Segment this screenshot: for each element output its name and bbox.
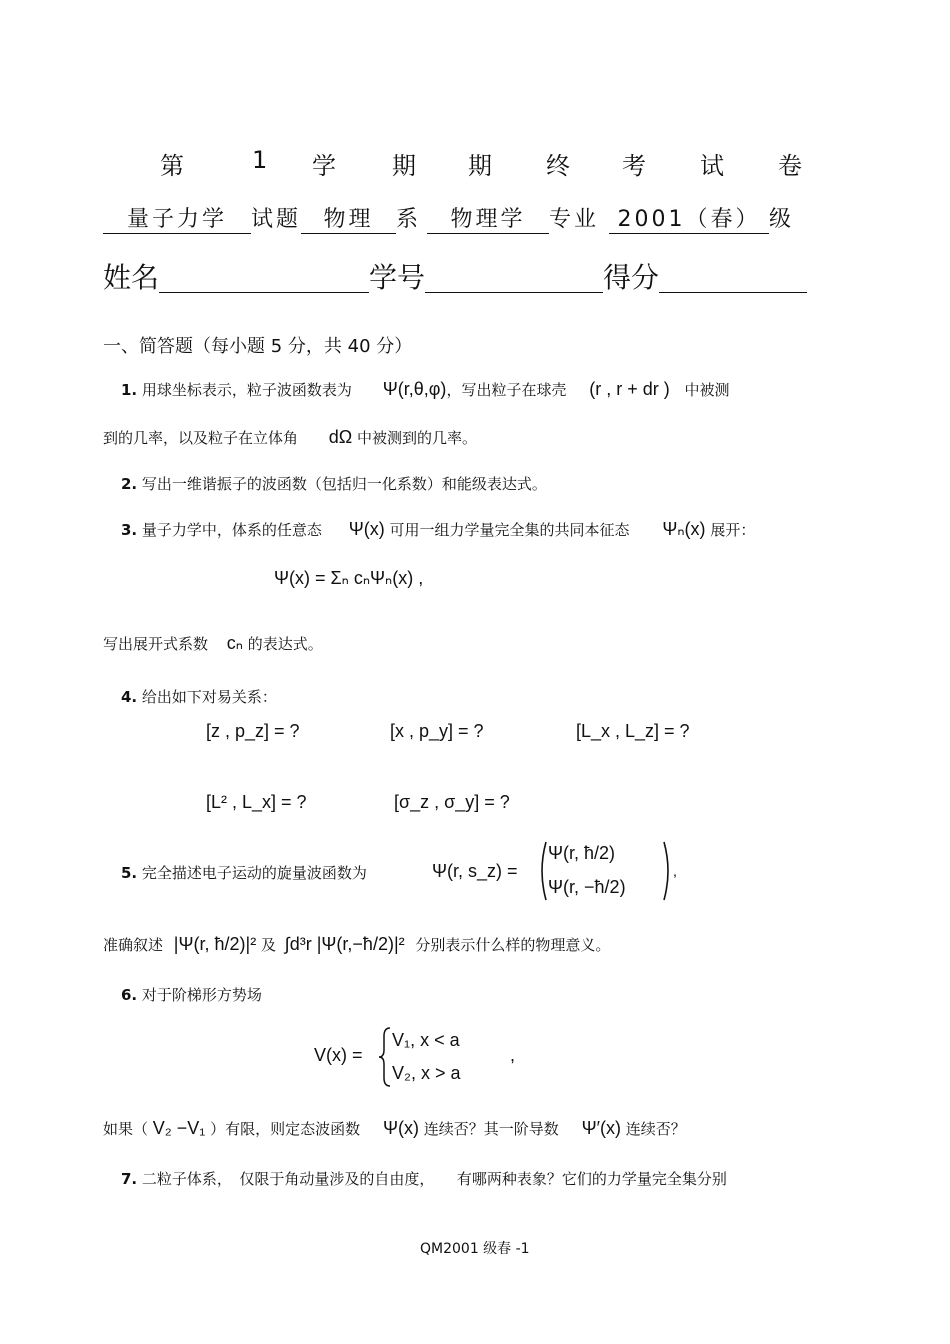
- department: 物理: [301, 202, 396, 234]
- right-paren: [662, 840, 682, 902]
- q7-text: 二粒子体系， 仅限于角动量涉及的自由度， 有哪两种表象？它们的力学量完全集分别: [141, 1170, 727, 1188]
- question-4: [121, 686, 277, 707]
- q5-text-d: 分别表示什么样的物理意义。: [415, 936, 611, 954]
- section-heading: 一、简答题（每小题 5 分，共 40 分）: [103, 336, 413, 357]
- q1-text: 用球坐标表示，粒子波函数表为: [141, 381, 352, 399]
- q3-number: 3.: [121, 521, 138, 539]
- q5-spinor-bottom: Ψ(r, −ħ/2): [548, 877, 626, 897]
- q6-case-2: V₂, x > a: [392, 1063, 461, 1083]
- title-char: 期: [468, 152, 492, 180]
- commutator-x-py: [x , p_y] = ?: [390, 721, 484, 741]
- year: 2001（春）: [609, 202, 769, 234]
- title-char: 期: [392, 152, 416, 180]
- question-1: [121, 379, 730, 400]
- left-paren: [536, 840, 548, 902]
- title-char: 第: [160, 152, 184, 180]
- q3-text-b: 可用一组力学量完全集的共同本征态: [389, 521, 630, 539]
- q6-number: 6.: [121, 986, 138, 1004]
- question-5: [121, 862, 367, 883]
- year-suffix: 级: [769, 207, 795, 232]
- q4-number: 4.: [121, 688, 138, 706]
- q1-number: 1.: [121, 381, 138, 399]
- title-char: 考: [622, 152, 646, 180]
- score-blank[interactable]: [659, 262, 807, 293]
- title-char: 学: [312, 152, 336, 180]
- question-3-cont: [103, 633, 323, 654]
- title-char: 卷: [778, 152, 802, 180]
- title-char: 1: [252, 146, 268, 174]
- major-suffix: 专业: [549, 207, 600, 232]
- title-char: 终: [546, 152, 570, 180]
- q3-text-d: 写出展开式系数: [103, 635, 209, 653]
- q6-text-d: 连续否？其一阶导数: [423, 1120, 559, 1138]
- q6-text-c: ）有限，则定态波函数: [210, 1120, 361, 1138]
- question-1-cont: [103, 427, 477, 448]
- q3-text-e: 的表达式。: [247, 635, 323, 653]
- page-footer: QM2001 级春 -1: [420, 1241, 530, 1257]
- name-label: 姓名: [103, 261, 160, 294]
- question-3: [121, 519, 755, 540]
- question-6-cont: [103, 1118, 686, 1139]
- q3-psi-n: Ψₙ(x): [662, 519, 706, 539]
- q1-shell: (r , r + dr ): [589, 379, 670, 399]
- q5-number: 5.: [121, 864, 138, 882]
- q6-case-1: V₁, x < a: [392, 1030, 460, 1050]
- q1-text-b: ，写出粒子在球壳: [446, 381, 567, 399]
- commutator-l2-lx: [L² , L_x] = ?: [206, 792, 307, 812]
- id-label: 学号: [369, 261, 426, 294]
- q5-text-c: 及: [260, 936, 276, 954]
- q2-number: 2.: [121, 475, 138, 493]
- q7-number: 7.: [121, 1170, 138, 1188]
- q1-text-d: 到的几率，以及粒子在立体角: [103, 429, 299, 447]
- q4-text: 给出如下对易关系：: [141, 688, 277, 706]
- q6-comma: ,: [510, 1045, 516, 1065]
- commutator-sigma-z-y: [σ_z , σ_y] = ?: [394, 792, 510, 812]
- question-6: [121, 984, 262, 1005]
- q5-text: 完全描述电子运动的旋量波函数为: [141, 864, 367, 882]
- id-blank[interactable]: [425, 262, 603, 293]
- course-name: 量子力学: [103, 202, 251, 234]
- q6-text-b: 如果（: [103, 1120, 149, 1138]
- q3-coefficient: cₙ: [226, 633, 243, 653]
- commutator-z-pz: [z , p_z] = ?: [206, 721, 300, 741]
- q3-text: 量子力学中，体系的任意态: [141, 521, 322, 539]
- q6-psi: Ψ(x): [382, 1118, 419, 1138]
- brace: [378, 1026, 392, 1088]
- q5-spinor-lhs: Ψ(r, s_z) =: [432, 861, 518, 881]
- q6-potential-lhs: V(x) =: [314, 1045, 363, 1065]
- svg-text:,: ,: [673, 863, 677, 879]
- q1-text-e: 中被测到的几率。: [357, 429, 478, 447]
- question-5-cont: [103, 934, 610, 955]
- course-line: [103, 202, 794, 234]
- question-7: [121, 1168, 727, 1189]
- q3-psi-x: Ψ(x): [348, 519, 385, 539]
- title-char: 试: [700, 152, 724, 180]
- q1-solid-angle: dΩ: [328, 427, 353, 447]
- q5-expr-2: ∫d³r |Ψ(r,−ħ/2)|²: [284, 934, 405, 954]
- q1-text-c: 中被测: [684, 381, 730, 399]
- department-suffix: 系: [396, 207, 422, 232]
- major: 物理学: [427, 202, 549, 234]
- q6-text-e: 连续否？: [625, 1120, 686, 1138]
- q5-spinor-top: Ψ(r, ħ/2): [548, 843, 616, 863]
- q3-expansion-formula: Ψ(x) = Σₙ cₙΨₙ(x) ,: [274, 568, 424, 588]
- q6-difference: V₂ −V₁: [152, 1118, 206, 1138]
- course-suffix: 试题: [251, 207, 302, 232]
- question-2: [121, 473, 547, 494]
- q5-text-b: 准确叙述: [103, 936, 164, 954]
- q1-wavefunction: Ψ(r,θ,φ): [382, 379, 447, 399]
- q2-text: 写出一维谐振子的波函数（包括归一化系数）和能级表达式。: [141, 475, 547, 493]
- q6-psi-prime: Ψ′(x): [581, 1118, 621, 1138]
- q5-expr-1: |Ψ(r, ħ/2)|²: [173, 934, 257, 954]
- q6-text: 对于阶梯形方势场: [141, 986, 262, 1004]
- name-blank[interactable]: [159, 262, 369, 293]
- student-fields: [103, 256, 807, 296]
- q3-text-c: 展开：: [710, 521, 756, 539]
- commutator-lx-lz: [L_x , L_z] = ?: [576, 721, 690, 741]
- score-label: 得分: [603, 261, 660, 294]
